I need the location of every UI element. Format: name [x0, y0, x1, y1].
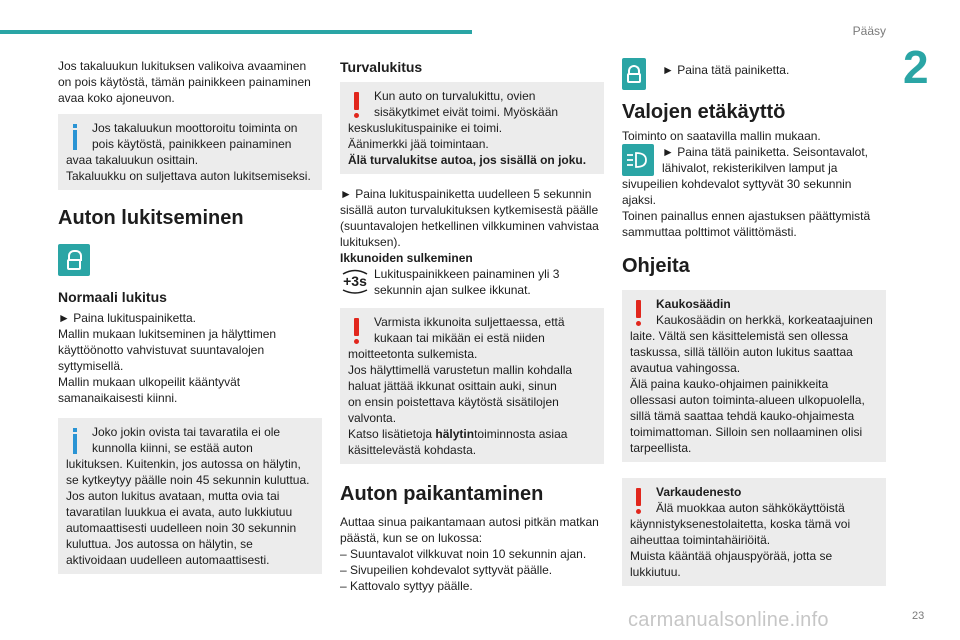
note-line: Jos auton lukitus avataan, mutta ovia tai [66, 489, 280, 503]
note-line: kukaan tai mikään ei estä niiden [374, 331, 545, 345]
intro-paragraph: Jos takaluukun lukituksen valikoiva avaaminen on pois käytöstä, tämän painikkeen painaminen avaa koko ajoneuvon. [58, 59, 311, 105]
note-line: käsittelevästä kohdasta. [348, 443, 477, 457]
note-line: haluat jättää ikkunat osittain auki, sinun [348, 379, 557, 393]
warning-note-windows [340, 308, 604, 464]
note-line: pois käytöstä, painikkeen painaminen [92, 137, 292, 151]
note-line: sisäkytkimet eivät toimi. Myöskään [374, 105, 559, 119]
body-line: (suuntavalojen hetkellinen vilkkuminen vahvistaa [340, 219, 599, 233]
reference-keyword: hälytin [435, 427, 475, 441]
note-line: avaa takaluukun osittain. [66, 153, 199, 167]
body-line: sekunnin ajan sulkee ikkunat. [374, 283, 531, 297]
note-line: Takaluukku on suljettava auton lukitsemiseksi. [66, 169, 311, 183]
list-item: – Kattovalo syttyy päälle. [340, 579, 473, 593]
list-item: – Suuntavalot vilkkuvat noin 10 sekunnin ajan. [340, 547, 587, 561]
note-line: valvonta. [348, 411, 397, 425]
note-line: tarpeellista. [630, 441, 692, 455]
three-seconds-icon [340, 266, 370, 296]
chapter-number: 2 [903, 41, 929, 93]
info-icon [68, 124, 86, 152]
note-line: kunnolla kiinni, se estää auton [92, 441, 253, 455]
section-title-locking: Auton lukitseminen [58, 207, 244, 229]
body-line: Toinen painallus ennen ajastuksen päättymistä [622, 209, 871, 223]
note-line: laite. Vältä sen käsittelemistä sen ollessa [630, 329, 849, 343]
column-1 [58, 58, 322, 574]
body-line: päästä, kun se on lukossa: [340, 531, 483, 545]
note-line: Jos takaluukun moottoroitu toiminta on [92, 121, 298, 135]
note-line: se kytkeytyy päälle noin 45 sekunnin kuluttua. [66, 473, 310, 487]
lock-icon [622, 58, 646, 90]
note-line: Äänimerkki jää toimintaan. [348, 137, 489, 151]
warning-icon [350, 92, 368, 120]
note-line: taskussa, sillä tällöin auton lukitus saattaa [630, 345, 853, 359]
warning-icon [632, 300, 650, 328]
body-line: lähivalot, rekisterikilven lamput ja [662, 161, 838, 175]
body-line: Auttaa sinua paikantamaan autosi pitkän matkan [340, 515, 599, 529]
page-number: 23 [912, 610, 925, 622]
subsection-title-deadlock: Turvalukitus [340, 59, 423, 75]
column-2 [340, 58, 604, 594]
note-line: automaattisesti uudelleen noin 30 sekunnin [66, 521, 297, 535]
note-line: moitteetonta sulkemista. [348, 347, 478, 361]
section-title-locate: Auton paikantaminen [340, 483, 544, 505]
windows-closing-title: Ikkunoiden sulkeminen [340, 251, 473, 265]
running-head: Pääsy [852, 24, 886, 38]
note-line: on ensin poistettava käytöstä sisätilojen [348, 395, 559, 409]
info-note-tailgate [58, 114, 322, 190]
body-line: ► Paina lukituspainiketta. [58, 311, 196, 325]
note-line: Kaukosäädin on herkkä, korkeataajuinen [656, 313, 873, 327]
note-line: tavaratilan luukkua ei avata, auto lukkiutuu [66, 505, 293, 519]
warning-icon [350, 318, 368, 346]
note-line: aktivoidaan uudelleen automaattisesti. [66, 553, 270, 567]
column-3 [622, 58, 886, 586]
lock-icon [58, 244, 90, 276]
reference-rest: toiminnosta asiaa [474, 427, 568, 441]
warning-icon [632, 488, 650, 516]
watermark: carmanualsonline.info [628, 609, 829, 631]
note-line-bold: Älä turvalukitse autoa, jos sisällä on joku. [348, 153, 587, 167]
note-line: Kun auto on turvalukittu, ovien [374, 89, 536, 103]
note-line: Muista kääntää ohjauspyörää, jotta se [630, 549, 833, 563]
body-line: sivupeilien kohdevalot syttyvät 30 sekunnin [622, 177, 852, 191]
body-line: ajaksi. [622, 193, 657, 207]
svg-text:+3s: +3s [343, 273, 367, 289]
warning-note-immobiliser [622, 478, 886, 586]
info-icon [68, 428, 86, 456]
body-line: sammuttaa polttimot välittömästi. [622, 225, 797, 239]
body-line: sisällä auton turvalukituksen kytkemisestä päälle [340, 203, 599, 217]
body-line: ► Paina lukituspainiketta uudelleen 5 sekunnin [340, 187, 592, 201]
press-button-line: ► Paina tätä painiketta. [662, 63, 790, 77]
note-line: ollessasi auton toiminta-alueen ulkopuolella, [630, 393, 865, 407]
info-note-doors [58, 418, 322, 574]
note-line: keskuslukituspainike ei toimi. [348, 121, 503, 135]
body-line: käyttöönotto vahvistuvat suuntavalojen [58, 343, 265, 357]
note-line: Joko jokin ovista tai tavaratila ei ole [92, 425, 281, 439]
note-line: Varmista ikkunoita suljettaessa, että [374, 315, 565, 329]
body-line: Mallin mukaan ulkopeilit kääntyvät [58, 375, 241, 389]
body-line: samanaikaisesti kiinni. [58, 391, 178, 405]
body-line: Toiminto on saatavilla mallin mukaan. [622, 129, 821, 143]
section-title-lighting: Valojen etäkäyttö [622, 101, 786, 123]
note-line: avautua vahingossa. [630, 361, 741, 375]
body-line: Lukituspainikkeen painaminen yli 3 [374, 267, 560, 281]
list-item: – Sivupeilien kohdevalot syttyvät päälle. [340, 563, 553, 577]
warning-note-deadlock [340, 82, 604, 174]
note-line: aiheuttaa toimintahäiriöitä. [630, 533, 771, 547]
note-line: sillä tämä saattaa tehdä kauko-ohjaimesta [630, 409, 855, 423]
body-line: ► Paina tätä painiketta. Seisontavalot, [662, 145, 869, 159]
note-line: lukituksen. Kuitenkin, jos autossa on hälytin, [66, 457, 301, 471]
section-title-instructions: Ohjeita [622, 255, 690, 277]
warning-note-remote [622, 290, 886, 462]
note-line-reference [348, 426, 596, 442]
note-line: käynnistyksenestolaitetta, koska tämä voi [630, 517, 851, 531]
note-line: lukkiutuu. [630, 565, 681, 579]
body-line: Mallin mukaan lukitseminen ja hälyttimen [58, 327, 277, 341]
note-line: toimimattoman. Silloin sen nollaaminen olisi [630, 425, 863, 439]
note-title: Varkaudenesto [656, 485, 742, 499]
header-accent-bar [0, 30, 472, 34]
note-line: Älä muokkaa auton sähkökäyttöistä [656, 501, 845, 515]
note-line: Älä paina kauko-ohjaimen painikkeita [630, 377, 829, 391]
note-line: kuluttua. Jos autossa on hälytin, se [66, 537, 253, 551]
body-line: lukituksen). [340, 235, 401, 249]
headlight-icon [622, 144, 654, 176]
subsection-title-normal-lock: Normaali lukitus [58, 289, 167, 305]
body-line: syttymisellä. [58, 359, 124, 373]
reference-prefix: Katso lisätietoja [348, 427, 436, 441]
note-title: Kaukosäädin [656, 297, 731, 311]
note-line: Jos hälyttimellä varustetun mallin kohdalla [348, 363, 573, 377]
